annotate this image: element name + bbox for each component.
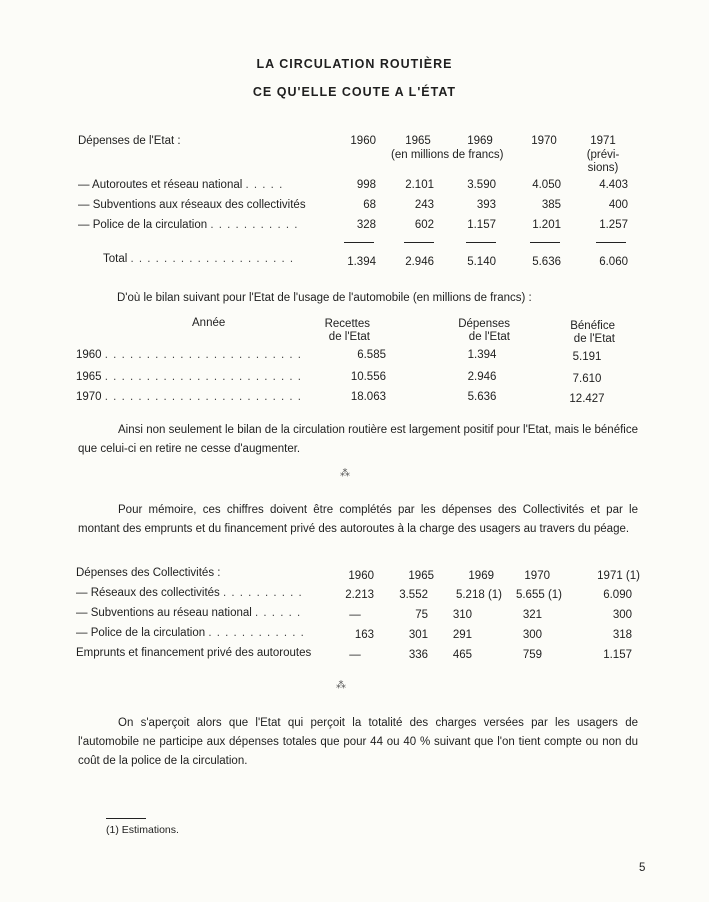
table2-col-depenses: Dépenses [458,318,510,330]
table2-col-recettes: Recettes [324,318,370,330]
cell: 328 [356,219,376,231]
table1-col-1971-note1: (prévi- [586,149,620,161]
cell: 321 [522,609,542,621]
footnote: (1) Estimations. [106,824,179,836]
cell: 300 [522,629,542,641]
cell: 3.552 [399,589,428,601]
cell: 2.213 [345,589,374,601]
paragraph-final: On s'aperçoit alors que l'Etat qui perçoit la totalité des charges versées par les usagers de l'automobile ne participe aux dépenses totales que pour 44 ou 40 % suivant que l'on tient compte ou non du coût de la police de la circulation. [78,717,638,767]
row-label: — Police de la circulation [78,219,208,231]
dot-leader: . . . . . [245,179,284,191]
table2-col-recettes-sub: de l'Etat [328,331,370,343]
cell: 5.191 [572,351,602,363]
cell: 243 [414,199,434,211]
table2-col-benefice-sub: de l'Etat [573,333,615,345]
cell: — [349,649,361,661]
table3-col: 1965 [408,570,434,582]
cell: 5.636 [467,391,497,403]
cell: 1.201 [532,219,561,231]
dot-leader: . . . . . . . . . . . . . . . . . . . . . . . . [104,349,302,361]
dot-leader: . . . . . . . . . . . [210,219,299,231]
table3-col: 1971 (1) [597,570,640,582]
cell: 310 [452,609,472,621]
total-label: Total [103,253,128,265]
cell: 2.101 [405,179,434,191]
cell: 1.157 [467,219,496,231]
table3-header-label: Dépenses des Collectivités : [76,567,221,579]
dot-leader: . . . . . . . . . . . . . . . . . . . . [130,253,295,265]
cell: 602 [414,219,434,231]
row-label: — Police de la circulation [76,627,206,639]
bilan-intro: D'où le bilan suivant pour l'Etat de l'usage de l'automobile (en millions de francs) : [117,292,532,304]
cell: 2.946 [405,256,434,268]
total-rule [404,242,434,243]
table3-col: 1960 [348,570,374,582]
cell: 4.050 [532,179,561,191]
total-rule [466,242,496,243]
page-title: LA CIRCULATION ROUTIÈRE [256,57,453,71]
cell: 6.060 [599,256,628,268]
year: 1970 [76,391,102,403]
total-rule [596,242,626,243]
table1-col-1971-note2: sions) [587,162,619,174]
cell: 7.610 [572,373,602,385]
cell: 400 [608,199,628,211]
cell: 6.585 [357,349,386,361]
row-label: — Subventions au réseau national [76,607,252,619]
dot-leader: . . . . . . . . . . . . . . . . . . . . . . . . [104,391,302,403]
cell: 10.556 [350,371,386,383]
cell: 1.394 [347,256,376,268]
table1-unit-note: (en millions de francs) [391,149,504,161]
table1-col-1969: 1969 [467,135,493,147]
cell: 68 [363,199,376,211]
paragraph-memo: Pour mémoire, ces chiffres doivent être complétés par les dépenses des Collectivités et par le montant des emprunts et du financement privé des autoroutes à la charge des usagers au travers du péage. [78,504,638,535]
cell: 5.636 [532,256,561,268]
cell: 3.590 [467,179,496,191]
paragraph-conclusion: Ainsi non seulement le bilan de la circulation routière est largement positif pour l'Etat, mais le bénéfice que celui-ci en retire ne cesse d'augmenter. [78,424,638,455]
footnote-rule [106,818,146,819]
year: 1965 [76,371,102,383]
cell: 4.403 [599,179,628,191]
cell: 5.218 (1) [455,589,502,601]
cell: — [349,609,361,621]
cell: 1.394 [467,349,497,361]
dot-leader: . . . . . . . . . . . . [208,627,305,639]
cell: 5.140 [467,256,496,268]
table1-col-1965: 1965 [405,135,431,147]
cell: 291 [452,629,472,641]
cell: 1.257 [599,219,628,231]
total-rule [530,242,560,243]
separator: ⁂ [336,680,346,691]
table1-col-1960: 1960 [350,135,376,147]
table1-header-label: Dépenses de l'Etat : [78,135,181,147]
cell: 301 [408,629,428,641]
cell: 163 [354,629,374,641]
cell: 6.090 [603,589,632,601]
table3-col: 1969 [468,570,494,582]
cell: 759 [522,649,542,661]
cell: 300 [612,609,632,621]
cell: 5.655 (1) [515,589,562,601]
cell: 393 [476,199,496,211]
cell: 1.157 [603,649,632,661]
dot-leader: . . . . . . [255,607,302,619]
page-subtitle: CE QU'ELLE COUTE A L'ÉTAT [252,85,457,99]
row-label: — Autoroutes et réseau national [78,179,243,191]
cell: 385 [541,199,561,211]
table1-col-1971: 1971 [590,135,616,147]
table2-col-annee: Année [192,317,226,329]
table1-col-1970: 1970 [531,135,557,147]
cell: 998 [356,179,376,191]
cell: 465 [452,649,472,661]
table2-col-benefice: Bénéfice [570,320,615,332]
dot-leader: . . . . . . . . . . [223,587,303,599]
cell: 336 [408,649,428,661]
cell: 2.946 [467,371,497,383]
table3-col: 1970 [524,570,550,582]
page-number: 5 [639,862,646,874]
cell: 12.427 [569,393,605,405]
cell: 18.063 [350,391,386,403]
total-rule [344,242,374,243]
row-label: — Subventions aux réseaux des collectivités [78,199,306,211]
cell: 318 [612,629,632,641]
separator: ⁂ [340,468,350,479]
row-label: — Réseaux des collectivités [76,587,220,599]
year: 1960 [76,349,102,361]
cell: 75 [415,609,428,621]
dot-leader: . . . . . . . . . . . . . . . . . . . . . . . . [104,371,302,383]
table2-col-depenses-sub: de l'Etat [468,331,510,343]
row-label: Emprunts et financement privé des autoroutes [76,647,312,659]
